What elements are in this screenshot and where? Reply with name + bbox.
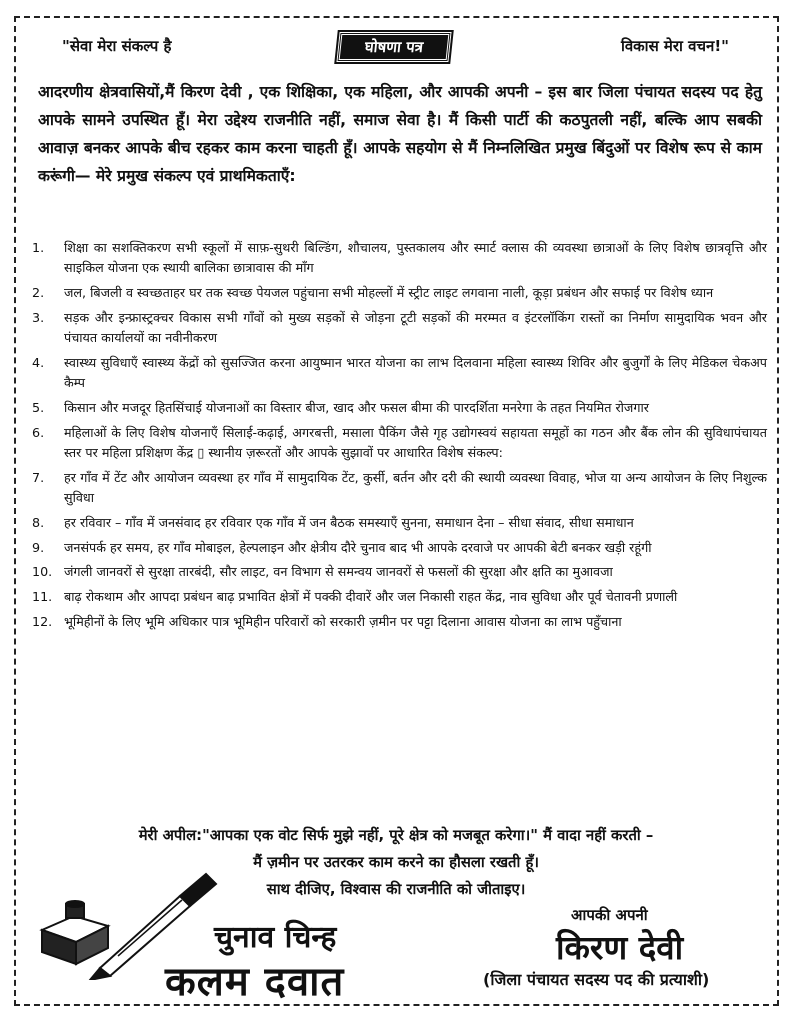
point-number: 7. — [32, 469, 45, 485]
point-number: 1. — [32, 240, 45, 255]
election-symbol-label: चुनाव चिन्ह — [214, 920, 337, 955]
intro-paragraph: आदरणीय क्षेत्रवासियों,मैं किरण देवी , एक शिक्षिका, एक महिला, और आपकी अपनी – इस बार जिला पंचायत सदस्य पद हेतु आपके सामने उपस्थित हूँ। मेरा उद्देश्य राजनीति नहीं, समाज सेवा है। मैं किसी पार्टी की कठपुतली नहीं, बल्कि आप सबकी आवाज़ बनकर आपके बीच रहकर काम करना चाहती हूँ। आपके सहयोग से मैं निम्नलिखित प्रमुख बिंदुओं पर विशेष रूप से काम करूंगी— मेरे प्रमुख संकल्प एवं प्राथमिकताएँ: — [38, 83, 762, 185]
point-number: 11. — [32, 589, 53, 605]
point-text: स्वास्थ्य सुविधाएँ स्वास्थ्य केंद्रों को सुसज्जित करना आयुष्मान भारत योजना का लाभ दिलवाना महिला स्वास्थ्य शिविर और बुजुर्गों के लिए मेडिकल चेकअप कैम्प — [64, 354, 767, 391]
election-symbol-name: कलम दवात — [165, 959, 345, 1005]
manifesto-badge-label: घोषणा पत्र — [363, 38, 425, 56]
point-text: भूमिहीनों के लिए भूमि अधिकार पात्र भूमिहीन परिवारों को सरकारी ज़मीन पर पट्टा दिलाना आवास योजना का लाभ पहुँचाना — [64, 613, 622, 629]
manifesto-point — [32, 468, 767, 509]
point-text: हर गाँव में टेंट और आयोजन व्यवस्था हर गाँव में सामुदायिक टेंट, कुर्सी, बर्तन और दरी की स्थायी व्यवस्था विवाह, भोज या अन्य आयोजन के लिए निशुल्क सुविधा — [64, 469, 767, 506]
manifesto-point — [32, 587, 767, 607]
point-text: शिक्षा का सशक्तिकरण सभी स्कूलों में साफ़-सुथरी बिल्डिंग, शौचालय, पुस्तकालय और स्मार्ट क्लास की व्यवस्था छात्राओं के लिए विशेष छात्रवृत्ति और साइकिल योजना एक स्थायी बालिका छात्रावास की माँग — [64, 240, 767, 276]
point-number: 12. — [32, 613, 53, 629]
slogan-right: विकास मेरा वचन!" — [620, 37, 729, 55]
manifesto-point — [32, 612, 767, 632]
point-number: 2. — [32, 285, 45, 301]
point-text: सड़क और इन्फ्रास्ट्रक्चर विकास सभी गाँवों को मुख्य सड़कों से जोड़ना टूटी सड़कों की मरम्मत व इंटरलॉकिंग रास्तों का निर्माण सामुदायिक भवन और पंचायत कार्यालयों का नवीनीकरण — [64, 309, 767, 346]
point-number: 3. — [32, 309, 45, 325]
manifesto-point — [32, 513, 767, 533]
point-number: 8. — [32, 514, 45, 530]
point-text: बाढ़ रोकथाम और आपदा प्रबंधन बाढ़ प्रभावित क्षेत्रों में पक्की दीवारें और जल निकासी राहत केंद्र, नाव सुविधा और पूर्व चेतावनी प्रणाली — [64, 589, 678, 605]
point-text: किसान और मजदूर हितसिंचाई योजनाओं का विस्तार बीज, खाद और फसल बीमा की पारदर्शिता मनरेगा के तहत नियमित रोजगार — [64, 400, 649, 416]
manifesto-point — [32, 353, 767, 394]
point-text: हर रविवार – गाँव में जनसंवाद हर रविवार एक गाँव में जन बैठक समस्याएँ सुनना, समाधान देना – सीधा संवाद, सीधा समाधान — [64, 514, 634, 530]
manifesto-points-list — [32, 238, 767, 636]
manifesto-point — [32, 538, 767, 558]
point-text: जनसंपर्क हर समय, हर गाँव मोबाइल, हेल्पलाइन और क्षेत्रीय दौरे चुनाव बाद भी आपके दरवाजे पर आपकी बेटी बनकर खड़ी रहूंगी — [64, 539, 652, 555]
manifesto-point — [32, 398, 767, 418]
point-number: 9. — [32, 539, 45, 555]
manifesto-point — [32, 308, 767, 349]
candidate-name: किरण देवी — [556, 928, 684, 967]
slogan-left: "सेवा मेरा संकल्प है — [62, 37, 172, 55]
point-number: 6. — [32, 424, 45, 440]
point-number: 10. — [32, 564, 53, 580]
candidate-post: (जिला पंचायत सदस्य पद की प्रत्याशी) — [483, 970, 710, 989]
manifesto-point — [32, 562, 767, 582]
manifesto-point — [32, 423, 767, 464]
manifesto-point — [32, 283, 767, 303]
appeal-line-1: मेरी अपील:"आपका एक वोट सिर्फ मुझे नहीं, पूरे क्षेत्र को मजबूत करेगा।" मैं वादा नहीं करती – — [138, 827, 654, 844]
manifesto-badge — [336, 32, 451, 62]
point-text: जंगली जानवरों से सुरक्षा तारबंदी, सौर लाइट, वन विभाग से समन्वय जानवरों से फसलों की सुरक्षा और क्षति का मुआवजा — [64, 564, 613, 580]
point-text: महिलाओं के लिए विशेष योजनाएँ सिलाई-कढ़ाई, अगरबत्ती, मसाला पैकिंग जैसे गृह उद्योगस्वयं सहायता समूहों का गठन और बैंक लोन की सुविधापंचायत स्तर पर महिला प्रशिक्षण केंद्र ▯ स्थानीय ज़रूरतों और आपके सुझावों पर आधारित विशेष संकल्प: — [64, 424, 767, 461]
manifesto-point — [32, 238, 767, 279]
appeal-line-3: साथ दीजिए, विश्वास की राजनीति को जीताइए। — [266, 881, 526, 898]
point-text: जल, बिजली व स्वच्छताहर घर तक स्वच्छ पेयजल पहुंचाना सभी मोहल्लों में स्ट्रीट लाइट लगवाना नाली, कूड़ा प्रबंधन और सफाई पर विशेष ध्यान — [64, 285, 714, 301]
point-number: 4. — [32, 354, 45, 370]
point-number: 5. — [32, 400, 45, 416]
appeal-line-2: मैं ज़मीन पर उतरकर काम करने का हौसला रखती हूँ। — [253, 854, 539, 871]
candidate-prefix: आपकी अपनी — [571, 906, 648, 924]
